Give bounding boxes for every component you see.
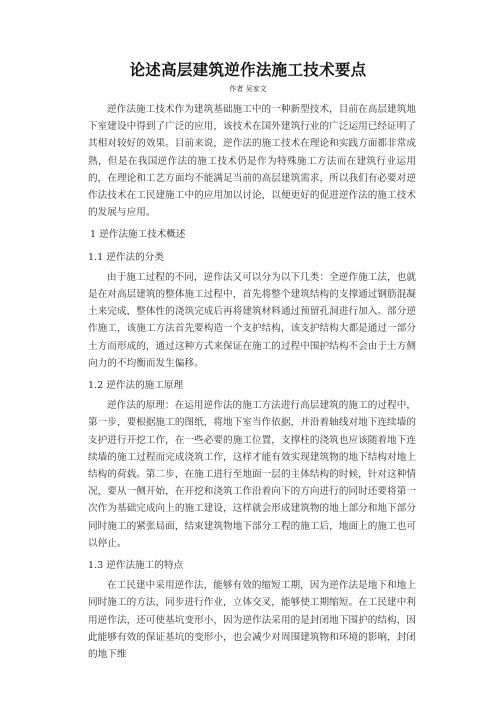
section-heading-1-1: 1.1 逆作法的分类 (88, 251, 164, 263)
section-heading-1-2: 1.2 逆作法的施工原理 (88, 380, 184, 392)
paragraph-1-1: 由于施工过程的不同，逆作法又可以分为以下几类：全逆作施工法，也就是在对高层建筑的整体施工过程中，首先将整个建筑结构的支撑通过钢筋混凝土来完成，整体性的浇筑完成后再将建筑材料通过预留孔洞进行加入。部分逆作施工，该施工方法首先要构造一个支护结构，该支护结构大都是通过一部分土方而形成的，通过这种方式来保证在施工的过程中围护结构不会由于土方侧向力的不均衡而发生偏移。 (88, 271, 416, 369)
article-author: 作者 吴家文 (229, 85, 267, 93)
section-heading-1-3: 1.3 逆作法施工的特点 (88, 560, 184, 572)
article-title: 论述高层建筑逆作法施工技术要点 (129, 61, 367, 79)
article-body (88, 101, 416, 663)
paragraph-1-2: 逆作法的原理：在运用逆作法的施工方法进行高层建筑的施工的过程中，第一步，要根据施工的图纸，将地下室当作依据，并沿着轴线对地下连续墙的支护进行开挖工作，在一些必要的施工位置，支撑柱的浇筑也应该随着地下连续墙的施工过程而完成浇筑工作，这样才能有效实现建筑物的地下结构对地上结构的荷载。第二步，在施工进行至地面一层的主体结构的时候，针对这种情况，要从一侧开始，在开挖和浇筑工作沿着向下的方向进行的同时还要将第一次作为基础完成向上的施工建设，这样就会形成建筑物的地上部分和地下部分同时施工的紧张局面，结束建筑物地下部分工程的施工后，地面上的施工也可以停止。 (88, 400, 416, 549)
section-heading-1: 1 逆作法施工技术概述 (90, 229, 186, 241)
paragraph-1-3: 在工民建中采用逆作法，能够有效的缩短工期，因为逆作法是地下和地上同时施工的方法，同步进行作业，立体交叉，能够使工期缩短。在工民建中利用逆作法，还可使基坑变形小，因为逆作法采用的是封闭地下围护的结构，因此能够有效的保证基坑的变形小，也会减少对周围建筑物和环境的影响，封闭的地下维 (88, 580, 416, 661)
intro-paragraph: 逆作法施工技术作为建筑基础施工中的一种新型技术，目前在高层建筑地下室建设中得到了广泛的应用，该技术在国外建筑行业的广泛运用已经证明了其相对较好的效果。目前来说，逆作法的施工技术在理论和实践方面都非常成熟，但是在我国逆作法的施工技术仍是作为特殊施工方法而在建筑行业运用的，在理论和工艺方面均不能满足当前的高层建筑需求，所以我们有必要对逆作法技术在工民建施工中的应用加以讨论，以便更好的促进逆作法的施工技术的发展与应用。 (88, 104, 416, 219)
